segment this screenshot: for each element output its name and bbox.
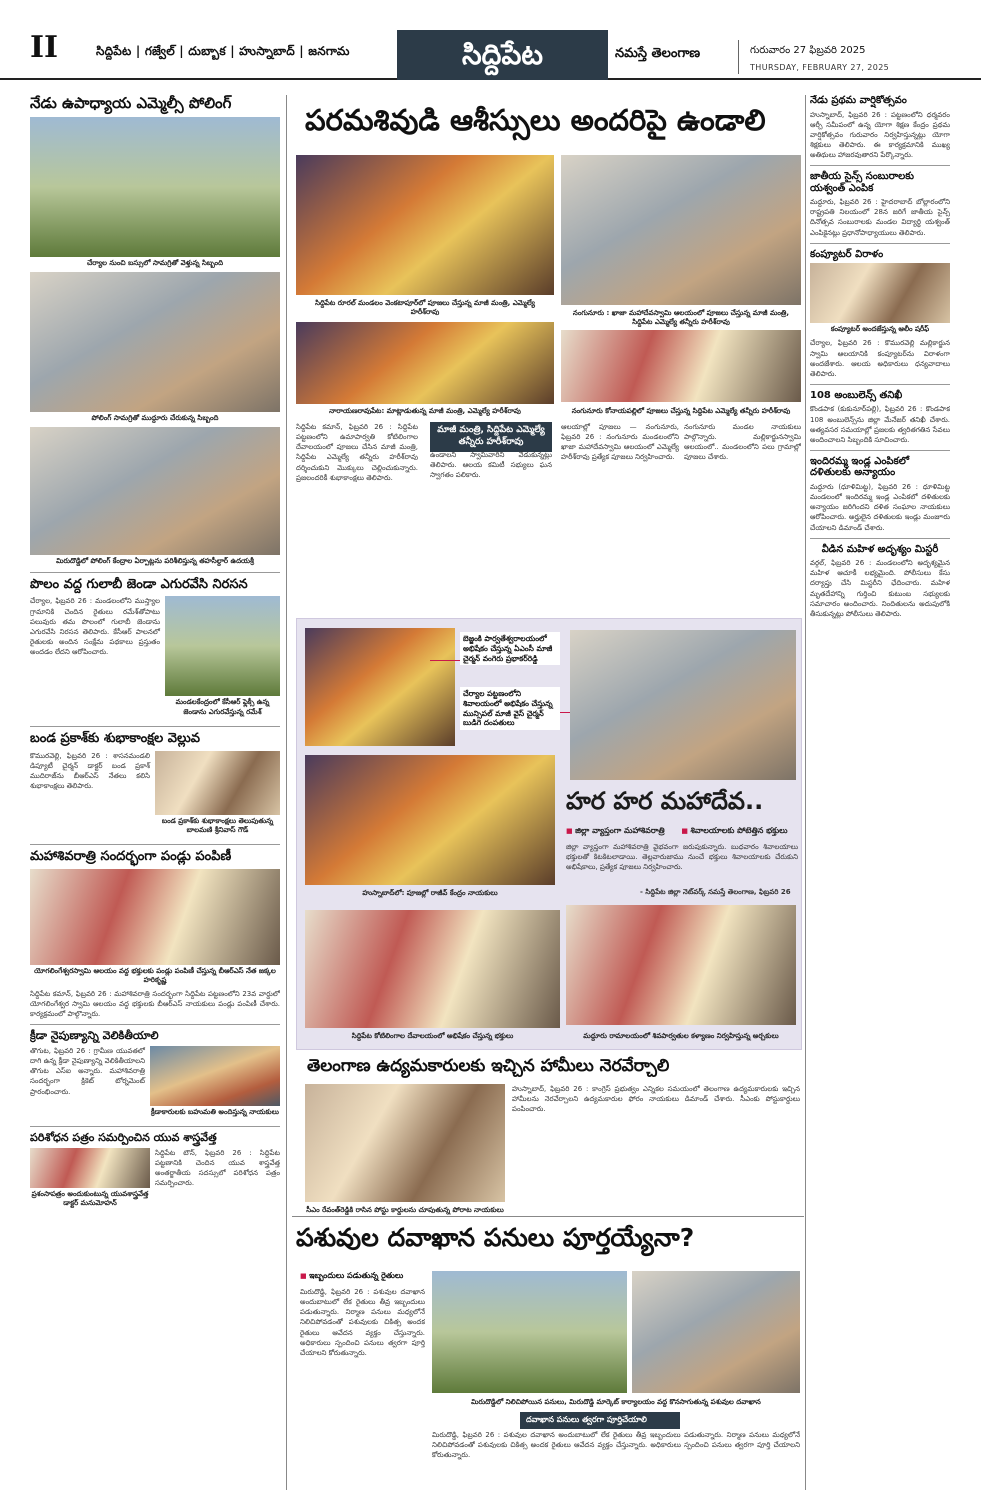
konaypalli-photo <box>561 330 801 402</box>
madduru-caption: మద్దూరు రామాలయంలో శివపార్వతుల కళ్యాణం నిర్వహిస్తున్న అర్చకులు <box>583 1032 779 1040</box>
divider <box>30 726 280 727</box>
polling-material-photo <box>30 272 280 412</box>
nangunur-pooja-photo <box>561 155 801 305</box>
divider <box>810 384 950 385</box>
konaypalli-caption: నంగునూరు కోనాయపల్లిలో పూజలు చేస్తున్న సిద్దిపేట ఎమ్మెల్యే తన్నీరు హరీశ్‌రావు <box>571 407 791 415</box>
protest-headline: పొలం వద్ద గులాబీ జెండా ఎగురవేసి నిరసన <box>30 576 248 592</box>
ambulance-body: కొండపాక (కుకునూర్‌పల్లి), ఫిబ్రవరి 26 : కొండపాక 108 అంబులెన్స్‌ను జిల్లా మేనేజర్ తనిఖీ చేశారు. అత్యవసర సమయాల్లో ప్రజలకు త్వరితగతిన సేవలు అందించాలని సిబ్బందికి సూచించారు. <box>810 405 950 444</box>
housing-body: మద్దూరు (ధూళిమిట్ట), ఫిబ్రవరి 26 : ధూళిమిట్ట మండలంలో ఇందిరమ్మ ఇండ్ల ఎంపికలో దళితులకు అన్యాయం జరిగిందని దళిత సంఘాల నాయకులు ఆరోపించారు. అర్హులైన దళితులకు ఇండ్లు మంజూరు చేయాలని డిమాండ్ చేశారు. <box>810 482 950 532</box>
pooja-body-3: ఆలయాల్లో పూజలు — నంగునూరు, ఫిబ్రవరి 26 : నంగునూరు మండలంలోని ఖాజా మహాదేవస్వామి ఆలయంలో ఎమ్మెల్యే హరీశ్‌రావు ప్రత్యేక పూజలు నిర్వహించారు. <box>561 423 679 462</box>
hara-bullet-1: ■ జిల్లా వ్యాప్తంగా మహాశివరాత్రి <box>566 826 665 835</box>
hara-body: జిల్లా వ్యాప్తంగా మహాశివరాత్రి వైభవంగా జరుపుకున్నారు. బుధవారం శివాలయాలు భక్తులతో కిటకిటలాడాయి. తెల్లవారుజాము నుంచే భక్తులు శివాలయాలకు చేరుకుని అభిషేకాలు, ప్రత్యేక పూజలు నిర్వహించారు. <box>566 843 798 872</box>
fruits-headline: మహాశివరాత్రి సందర్భంగా పండ్లు పంపిణీ <box>30 848 232 864</box>
divider <box>810 243 950 244</box>
divider <box>810 165 950 166</box>
sports-story <box>30 1046 280 1121</box>
callout-arrow <box>560 712 570 713</box>
bejjanki-photo <box>305 628 455 746</box>
activists-caption: సీఎం రేవంత్‌రెడ్డికి రాసిన పోస్టు కార్డులను చూపుతున్న పోరాట నాయకులు <box>306 1206 504 1214</box>
hara-credit: - సిద్దిపేట జిల్లా నెట్‌వర్క్ నమస్తే తెలంగాణ, ఫిబ్రవరి 26 <box>640 888 791 896</box>
vet-caption: మిరుదొడ్డిలో నిలిచిపోయిన పనులు, మిరుదొడ్డి మార్కెట్ కార్యాలయం వద్ద కొనసాగుతున్న పశువుల దవాఖాన <box>471 1398 761 1406</box>
callout-arrow <box>430 660 460 661</box>
husnabad-photo <box>305 755 555 885</box>
vet-body: మిరుదొడ్డి, ఫిబ్రవరి 26 : పశువుల దవాఖాన అందుబాటులో లేక రైతులు తీవ్ర ఇబ్బందులు పడుతున్నారు. నిర్మాణ పనులు మధ్యలోనే నిలిచిపోవడంతో పశువులకు చికిత్స అందక రైతులు ఆవేదన వ్యక్తం చేస్తున్నారు. అధికారులు స్పందించి పనులు త్వరగా పూర్తి చేయాలని కోరుతున్నారు. <box>300 1288 425 1357</box>
edition-title: సిద్దిపేట <box>397 30 608 80</box>
hara-bullets <box>566 826 802 837</box>
activists-photo <box>305 1084 505 1202</box>
vet-bullet: ■ ఇబ్బందులు పడుతున్న రైతులు <box>300 1271 403 1282</box>
sports-headline: క్రీడా నైపుణ్యాన్ని వెలికితీయాలి <box>30 1029 159 1043</box>
wishes-caption: బండ ప్రకాశ్‌కు శుభాకాంక్షలు తెలుపుతున్న బాలమణి శ్రీనివాస్ గౌడ్ <box>161 816 274 834</box>
protest-figure <box>165 596 280 720</box>
paper-name: నమస్తే తెలంగాణ <box>615 46 701 61</box>
cheriyal-callout: చేర్యాల పట్టణంలోని శివాలయంలో అభిషేకం చేస్తున్న మున్సిపల్ మాజీ వైస్ చైర్మన్ బుడిగె దంపతులు <box>460 687 560 730</box>
date-telugu: గురువారం 27 ఫిబ్రవరి 2025 <box>750 45 866 56</box>
date-divider <box>738 40 739 74</box>
divider <box>810 538 950 539</box>
polling-bus-photo <box>30 117 280 257</box>
housing-headline: ఇందిరమ్మ ఇండ్ల ఎంపికలో దళితులకు అన్యాయం <box>810 455 910 479</box>
minister-tag: మాజీ మంత్రి, సిద్దిపేట ఎమ్మెల్యే తన్నీరు హరీశ్‌రావు <box>430 422 552 452</box>
vet-body-2: మిరుదొడ్డి, ఫిబ్రవరి 26 : పశువుల దవాఖాన అందుబాటులో లేక రైతులు తీవ్ర ఇబ్బందులు పడుతున్నారు. నిర్మాణ పనులు మధ్యలోనే నిలిచిపోవడంతో పశువులకు చికిత్స అందక రైతులు ఆవేదన వ్యక్తం చేస్తున్నారు. అధికారులు స్పందించి పనులు త్వరగా పూర్తి చేయాలని కోరుతున్నారు. <box>432 1431 800 1460</box>
polling-caption-1: చేర్యాల నుంచి బస్సులో సామగ్రితో వెళ్తున్న సిబ్బంది <box>86 259 224 268</box>
wishes-story <box>30 751 280 839</box>
main-headline: పరమశివుడి ఆశీస్సులు అందరిపై ఉండాలి <box>305 103 766 137</box>
masthead <box>0 0 981 80</box>
computer-photo <box>810 263 950 323</box>
wishes-headline: బండ ప్రకాశ్‌కు శుభాకాంక్షల వెల్లువ <box>30 730 200 746</box>
scientist-caption: ప్రశంసాపత్రం అందుకుంటున్న యువశాస్త్రవేత్త డాక్టర్ మనుమోహన్ <box>31 1189 149 1207</box>
district-list: సిద్దిపేట | గజ్వేల్ | దుబ్బాక | హుస్నాబాద్ | జనగామ <box>96 44 350 58</box>
fruits-caption: యోగలింగేశ్వరస్వామి ఆలయం వద్ద భక్తులకు పండ్లు పంపిణీ చేస్తున్న బీఆర్ఎస్ నేత జక్కల హరికృష్ణ <box>34 966 276 984</box>
protest-story <box>30 596 280 720</box>
husnabad-caption: హుస్నాబాద్‌లో: పూజల్లో రాజీవ్ కేంద్రం నాయకులు <box>362 889 498 897</box>
sports-photo <box>150 1046 280 1106</box>
wishes-body: కొమురవెల్లి, ఫిబ్రవరి 26 : శాసనమండలి డిప్యూటీ చైర్మన్ డాక్టర్ బండ ప్రకాశ్ ముదిరాజ్‌ను బీఆర్ఎస్ నేతలు కలిసి శుభాకాంక్షలు తెలిపారు. <box>30 751 150 791</box>
divider <box>810 450 950 451</box>
wishes-photo <box>155 751 280 815</box>
computer-headline: కంప్యూటర్ విరాళం <box>810 248 884 260</box>
polling-headline: నేడు ఉపాధ్యాయ ఎమ్మెల్సీ పోలింగ్ <box>30 95 232 112</box>
temple-pooja-caption: సిద్దిపేట రూరల్ మండలం వెంకటాపూర్‌లో పూజలు చేస్తున్న మాజీ మంత్రి, ఎమ్మెల్యే హరీశ్‌రావు <box>315 299 535 317</box>
scientist-body: సిద్దిపేట టౌన్, ఫిబ్రవరి 26 : సిద్దిపేట పట్టణానికి చెందిన యువ శాస్త్రవేత్త అంతర్జాతీయ సదస్సులో పరిశోధన పత్రం సమర్పించారు. <box>155 1148 280 1188</box>
protest-caption: మండలకేంద్రంలో కేసీఆర్ ఫ్లెక్సీ ఉన్న జెండాను ఎగురవేస్తున్న రమేశ్ <box>175 698 270 716</box>
hara-bullet-2: ■ శివాలయాలకు పోటెత్తిన భక్తులు <box>681 826 787 835</box>
speech-photo <box>296 322 554 404</box>
pooja-body-4: నంగునూరు మండల నాయకులు పాల్గొన్నారు. మల్లికార్జునస్వామి ఆలయంలో.. మండలంలోని పలు గ్రామాల్లో పూజలు చేశారు. <box>684 423 801 462</box>
right-column <box>810 95 950 1490</box>
sports-caption: క్రీడాకారులకు బహుమతి అందిస్తున్న నాయకులు <box>151 1107 279 1116</box>
kotilingala-photo <box>305 910 560 1028</box>
science-body: మద్దూరు, ఫిబ్రవరి 26 : హైదరాబాద్ బోల్లారంలోని రాష్ట్రపతి నిలయంలో 28న జరిగే జాతీయ సైన్స్ దినోత్సవ సంబురాలకు మండల విద్యార్థి యశ్వంత్ ఎంపికైనట్లు ప్రధానోపాధ్యాయులు తెలిపారు. <box>810 198 950 237</box>
vet-subheading: దవాఖాన పనులు త్వరగా పూర్తిచేయాలి <box>520 1412 680 1429</box>
protest-body: చేర్యాల, ఫిబ్రవరి 26 : మండలంలోని ముస్త్యాల గ్రామానికి చెందిన రైతులు రమేశ్‌తోపాటు పలువురు తమ పొలంలో గులాబీ జెండాను ఎగురవేసి నిరసన తెలిపారు. కేసీఆర్ పాలనలో రైతులకు అందిన సంక్షేమ పథకాలు ప్రస్తుతం అందడం లేదని ఆరోపించారు. <box>30 597 160 657</box>
scientist-figure <box>30 1148 150 1212</box>
vet-works-photo <box>432 1271 627 1393</box>
left-column <box>30 95 280 1490</box>
missing-body: వర్గల్, ఫిబ్రవరి 26 : మండలంలోని అదృశ్యమైన మహిళ ఆచూకీ లభ్యమైంది. పోలీసులు కేసు దర్యాప్తు చేసి మిస్టరీని ఛేదించారు. మహిళ మృతదేహాన్ని గుర్తించి కుటుంబ సభ్యులకు సమాచారం అందించారు. నిందితులను అదుపులోకి తీసుకున్నట్లు పోలీసులు తెలిపారు. <box>810 559 950 618</box>
speech-caption: నారాయణరావుపేట: మాట్లాడుతున్న మాజీ మంత్రి, ఎమ్మెల్యే హరీశ్‌రావు <box>329 407 521 415</box>
bejjanki-callout: బెజ్జంకి పార్వతేశ్వరాలయంలో అభిషేకం చేస్తున్న ఏఎంసీ మాజీ చైర్మన్ వంగెరు ప్రభాకర్‌రెడ్డి <box>460 632 560 665</box>
column-rule <box>286 95 287 1490</box>
scientist-photo <box>30 1148 150 1188</box>
date-english: THURSDAY, FEBRUARY 27, 2025 <box>750 63 890 72</box>
divider <box>292 1216 804 1217</box>
fruits-photo <box>30 869 280 965</box>
computer-body: చేర్యాల, ఫిబ్రవరి 26 : కొమురవెల్లి మల్లికార్జున స్వామి ఆలయానికి కంప్యూటర్‌ను విరాళంగా అందజేశారు. ఆలయ అధికారులు ధన్యవాదాలు తెలిపారు. <box>810 339 950 378</box>
protest-photo <box>165 596 280 696</box>
polling-caption-2: పోలింగ్ సామగ్రితో ముద్దూరు చేరుకున్న సిబ్బంది <box>91 414 219 423</box>
temple-pooja-photo <box>296 155 554 295</box>
hara-title: హర హర మహాదేవ.. <box>566 787 764 815</box>
computer-caption: కంప్యూటర్ అందజేస్తున్న ఆలీం షరీఫ్ <box>830 325 930 334</box>
anniversary-headline: నేడు ప్రథమ వార్షికోత్సవం <box>810 95 907 106</box>
page-number: II <box>30 30 59 65</box>
divider <box>30 1126 280 1127</box>
scientist-story <box>30 1148 280 1212</box>
sports-figure <box>150 1046 280 1121</box>
sports-body: తొగుట, ఫిబ్రవరి 26 : గ్రామీణ యువతలో దాగి ఉన్న క్రీడా నైపుణ్యాన్ని వెలికితీయాలని తొగుట ఎస్ఐ అన్నారు. మహాశివరాత్రి సందర్భంగా క్రికెట్ టోర్నమెంట్ ప్రారంభించారు. <box>30 1046 145 1096</box>
activists-body: హుస్నాబాద్, ఫిబ్రవరి 26 : కాంగ్రెస్ ప్రభుత్వం ఎన్నికల సమయంలో తెలంగాణ ఉద్యమకారులకు ఇచ్చిన హామీలను నెరవేర్చాలని ఉద్యమకారుల ఫోరం నాయకులు డిమాండ్ చేశారు. సీఎంకు పోస్టుకార్డులు పంపించారు. <box>512 1085 800 1114</box>
divider <box>30 572 280 573</box>
vet-hospital-photo <box>632 1271 800 1393</box>
pooja-body-1: సిద్దిపేట కమాన్, ఫిబ్రవరి 26 : సిద్దిపేట పట్టణంలోని ఉమాపార్వతి కోటిలింగాల దేవాలయంలో పూజలు చేసిన మాజీ మంత్రి, సిద్దిపేట ఎమ్మెల్యే తన్నీరు హరీశ్‌రావు దర్శించుకుని మొక్కులు చెల్లించుకున్నారు. ప్రజలందరికీ శుభాకాంక్షలు తెలిపారు. <box>296 423 418 482</box>
fruits-body: సిద్దిపేట కమాన్, ఫిబ్రవరి 26 : మహాశివరాత్రి సందర్భంగా సిద్దిపేట పట్టణంలోని 23వ వార్డులో యోగలింగేశ్వర స్వామి ఆలయం వద్ద భక్తులకు బీఆర్ఎస్ నాయకులు పండ్లు పంపిణీ చేశారు. కార్యక్రమంలో పాల్గొన్నారు. <box>30 989 280 1019</box>
activists-headline: తెలంగాణ ఉద్యమకారులకు ఇచ్చిన హామీలు నెరవేర్చాలి <box>307 1056 670 1076</box>
polling-caption-3: మిరుదొడ్డిలో పోలింగ్ కేంద్రాల ఏర్పాట్లను పరిశీలిస్తున్న తహసీల్దార్ ఉదయశ్రీ <box>56 557 254 566</box>
madduru-photo <box>566 905 796 1025</box>
cheriyal-temple-photo <box>570 630 796 780</box>
column-rule <box>805 95 806 1490</box>
pooja-body-2: ఉండాలని స్వామివారిని వేడుకున్నట్లు తెలిపారు. ఆలయ కమిటీ సభ్యులు ఘన స్వాగతం పలికారు. <box>430 451 552 480</box>
ambulance-headline: 108 అంబులెన్స్ తనిఖీ <box>810 389 903 401</box>
nangunur-pooja-caption: నంగునూరు : ఖాజా మహాదేవస్వామి ఆలయంలో పూజలు చేస్తున్న మాజీ మంత్రి, సిద్దిపేట ఎమ్మెల్యే తన్నీరు హరీశ్‌రావు <box>572 309 790 327</box>
kotilingala-caption: సిద్దిపేట కోటిలింగాల దేవాలయంలో అభిషేకం చేస్తున్న భక్తులు <box>351 1032 514 1040</box>
missing-headline: వీడిన మహిళ అదృశ్యం మిస్టరీ <box>821 543 939 555</box>
anniversary-body: హుస్నాబాద్, ఫిబ్రవరి 26 : పట్టణంలోని ధర్మవరం ఆర్చీ సమీపంలో ఉన్న యోగా శిక్షణ కేంద్రం ప్రథమ వార్షికోత్సవం గురువారం నిర్వహిస్తున్నట్లు యోగా శిక్షకులు తెలిపారు. ఈ కార్యక్రమానికి ముఖ్య అతిథులు హాజరవుతారని పేర్కొన్నారు. <box>810 110 950 160</box>
divider <box>30 1024 280 1025</box>
scientist-headline: పరిశోధన పత్రం సమర్పించిన యువ శాస్త్రవేత్త <box>30 1131 217 1145</box>
vet-headline: పశువుల దవాఖాన పనులు పూర్తయ్యేనా? <box>296 1223 695 1252</box>
divider <box>30 844 280 845</box>
science-headline: జాతీయ సైన్స్ సంబురాలకు యశ్వంత్ ఎంపిక <box>810 171 914 194</box>
wishes-figure <box>155 751 280 839</box>
polling-centre-photo <box>30 427 280 555</box>
